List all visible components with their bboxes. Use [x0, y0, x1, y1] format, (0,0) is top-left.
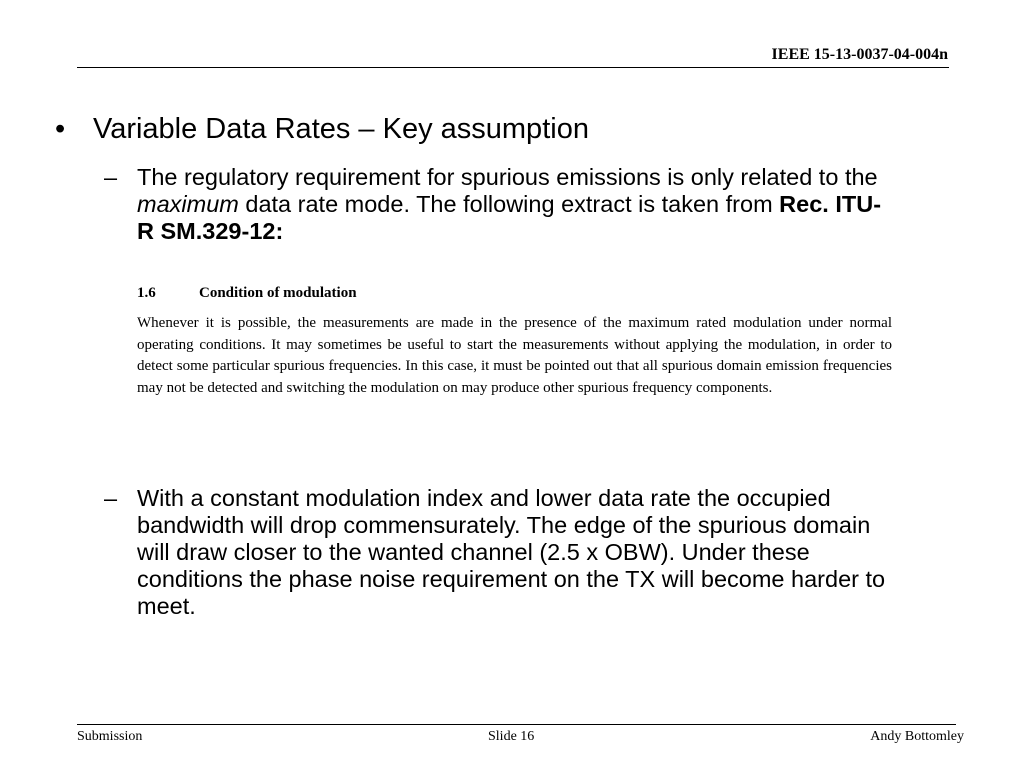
sub-bullet-modulation-index — [104, 485, 894, 620]
extract-paragraph: Whenever it is possible, the measurements are made in the presence of the maximum rated modulation under normal operating conditions. It may sometimes be useful to start the measurements without applying the modulation, in order to detect some particular spurious frequencies. In this case, it must be pointed out that all spurious domain emission frequencies may not be detected and switching the modulation on may produce other spurious frequency components. — [137, 315, 892, 396]
itu-reference: Rec. ITU-R SM.329-12: — [137, 191, 882, 244]
extract-heading — [137, 282, 892, 304]
sub-bullet-regulatory-text — [137, 164, 894, 245]
maximum-emphasis: maximum — [137, 191, 239, 217]
regulatory-text-part2: data rate mode. The following extract is taken from — [238, 191, 780, 217]
bullet-title-text: Variable Data Rates – Key assumption — [93, 113, 589, 145]
footer-author: Andy Bottomley — [870, 729, 964, 744]
itu-extract — [137, 282, 892, 399]
extract-section-title: Condition of modulation — [199, 285, 357, 301]
dash-mark: – — [104, 164, 118, 190]
bullet-mark: • — [55, 113, 66, 145]
footer-divider — [77, 724, 956, 725]
sub-bullet-regulatory — [104, 164, 894, 245]
regulatory-text-part1: The regulatory requirement for spurious emissions is only related to the — [137, 164, 878, 190]
sub-bullet-modulation-index-text: With a constant modulation index and lower data rate the occupied bandwidth will drop commensurately. The edge of the spurious domain will draw closer to the wanted channel (2.5 x OBW). Under these conditions the phase noise requirement on the TX will become harder to meet. — [137, 485, 886, 619]
header-divider — [77, 67, 949, 68]
footer-slide-number: Slide 16 — [488, 729, 535, 744]
document-id: IEEE 15-13-0037-04-004n — [771, 46, 948, 63]
extract-section-number: 1.6 — [137, 285, 156, 301]
dash-mark: – — [104, 485, 118, 511]
footer-submission: Submission — [77, 729, 143, 744]
